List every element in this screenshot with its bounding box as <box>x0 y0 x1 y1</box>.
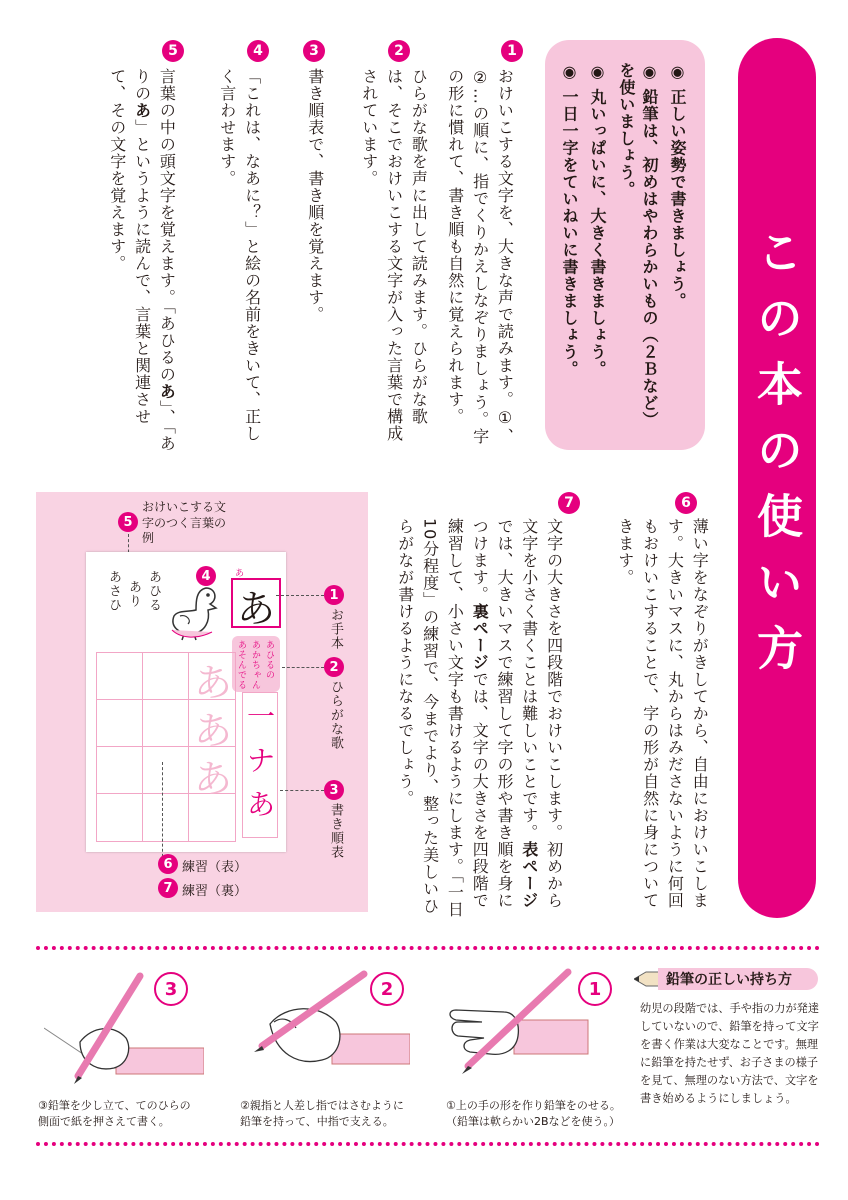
instruction-text: 薄い字をなぞりがきしてから、自由におけいこします。大きいマスに、丸からはみださないように何回もおけいこすることで、字の形が自然に身についてきます。 <box>615 518 710 909</box>
page-title: この本の使い方 <box>750 228 804 690</box>
rule-item: ◉ 丸いっぱいに、大きく書きましょう。 <box>588 62 607 378</box>
step-caption: ②親指と人差し指ではさむように <box>240 1099 404 1112</box>
page-diagram <box>36 492 368 912</box>
title-banner <box>738 38 816 918</box>
rule-item: ◉ 正しい姿勢で書きましょう。 <box>668 62 687 310</box>
duck-illustration <box>166 580 224 644</box>
label-badge-1: 1 <box>324 585 344 605</box>
pencil-title-box <box>634 968 818 990</box>
song-line: あひるの <box>264 640 274 680</box>
model-char: あ <box>237 587 276 631</box>
label-practice-back: 練習（裏） <box>182 884 248 899</box>
instruction-text: おけいこする文字を、大きな声で読みます。①、②…の順に、指でくりかえしなぞりましょう。字の形に慣れて、書き順も自然に覚えられます。 <box>445 68 515 445</box>
song-line: あそんでる <box>236 640 246 690</box>
number-badge: 4 <box>247 40 269 62</box>
model-char-box <box>231 569 281 631</box>
number-badge: 2 <box>388 40 410 62</box>
stroke-char: ナ <box>247 744 276 777</box>
song-line: あかちゃん <box>250 640 260 690</box>
label-stroke-order: 書き順表 <box>328 803 343 859</box>
leader-line <box>276 595 324 596</box>
rules-box <box>545 40 705 450</box>
pencil-description: 幼児の段階では、手や指の力が発達していないので、鉛筆を持って文字を書く作業は大変なことです。無理に鉛筆を持たせず、お子さまの様子を見て、無理のない方法で、文字を書き始めるようにしましょう。 <box>640 1002 820 1105</box>
instruction-text: 文字の大きさを四段階でおけいこします。初めから文字を小さく書くことは難しいことです。表ページでは、大きいマスで練習して字の形や書き順を身につけます。裏ページでは、文字の大きさを四段階で練習して、小さい文字も書けるようにします。「一日10分程度」の練習で、今までより、整った美しいひらがなが書けるようになるでしょう。 <box>395 518 564 918</box>
instruction-text: 書き順表で、書き順を覚えます。 <box>305 68 325 323</box>
example-label: おけいこする文字のつく言葉の例 <box>142 500 227 546</box>
grid-cell <box>142 793 189 842</box>
step-caption: 側面で紙を押さえて書く。 <box>38 1115 170 1128</box>
hand-illustration <box>44 968 204 1088</box>
label-badge-4: 4 <box>196 566 216 586</box>
stroke-char: 一 <box>247 700 276 733</box>
song-box <box>232 636 280 692</box>
grid-cell <box>142 699 189 747</box>
leader-line <box>162 762 163 862</box>
step-caption: ①上の手の形を作り鉛筆をのせる。 <box>446 1099 621 1112</box>
leader-line <box>282 667 324 668</box>
number-badge: 1 <box>501 40 523 62</box>
stroke-order-column <box>242 692 278 838</box>
label-badge-7: 7 <box>158 878 178 898</box>
example-word: あさひ <box>106 570 121 612</box>
hand-illustration <box>240 964 410 1084</box>
stroke-char: あ <box>247 788 276 821</box>
leader-line <box>280 790 324 791</box>
label-practice-front: 練習（表） <box>182 860 248 875</box>
label-song: ひらがな歌 <box>328 680 343 750</box>
label-model: お手本 <box>328 608 343 650</box>
example-word: あひる <box>146 570 161 612</box>
grid-cell <box>96 652 143 700</box>
divider <box>36 946 820 950</box>
trace-char: あ <box>194 757 233 801</box>
number-badge: 6 <box>675 492 697 514</box>
rule-item: ◉ 鉛筆は、初めはやわらかいもの（２Ｂなど）を使いましょう。 <box>616 62 659 429</box>
example-word: あり <box>126 580 141 608</box>
step-number: 1 <box>578 972 612 1006</box>
label-badge-2: 2 <box>324 657 344 677</box>
step-number: 3 <box>154 972 188 1006</box>
instruction-text: 「これは、なあに？」と絵の名前をきいて、正しく言わせます。 <box>217 68 262 442</box>
grid-cell <box>142 746 189 794</box>
grid-cell <box>96 699 143 747</box>
grid-cell <box>142 652 189 700</box>
number-badge: 5 <box>162 40 184 62</box>
step-caption: （鉛筆は軟らかい2Bなどを使う。） <box>446 1115 621 1128</box>
hand-illustration <box>448 966 598 1086</box>
grid-cell <box>96 793 143 842</box>
pencil-title: 鉛筆の正しい持ち方 <box>658 968 818 990</box>
label-badge-3: 3 <box>324 780 344 800</box>
rule-item: ◉ 一日一字をていねいに書きましょう。 <box>560 62 579 378</box>
step-caption: 鉛筆を持って、中指で支える。 <box>240 1115 394 1128</box>
practice-grid <box>96 652 236 842</box>
step-caption: ③鉛筆を少し立て、てのひらの <box>38 1099 191 1112</box>
trace-char: あ <box>194 661 233 705</box>
grid-cell <box>96 746 143 794</box>
label-badge-5: 5 <box>118 512 138 532</box>
number-badge: 7 <box>558 492 580 514</box>
divider <box>36 1142 820 1146</box>
step-number: 2 <box>370 972 404 1006</box>
sample-sheet <box>86 552 286 852</box>
trace-char: あ <box>194 709 233 753</box>
instruction-text: 言葉の中の頭文字を覚えます。「あひるのあ」、「ありのあ」というように読んで、言葉と関連させて、その文字を覚えます。 <box>107 68 177 452</box>
label-badge-6: 6 <box>158 854 178 874</box>
number-badge: 3 <box>303 40 325 62</box>
instruction-text: ひらがな歌を声に出して読みます。ひらがな歌は、そこでおけいこする文字が入った言葉で構成されています。 <box>359 68 429 442</box>
model-tag: あ <box>235 569 245 579</box>
